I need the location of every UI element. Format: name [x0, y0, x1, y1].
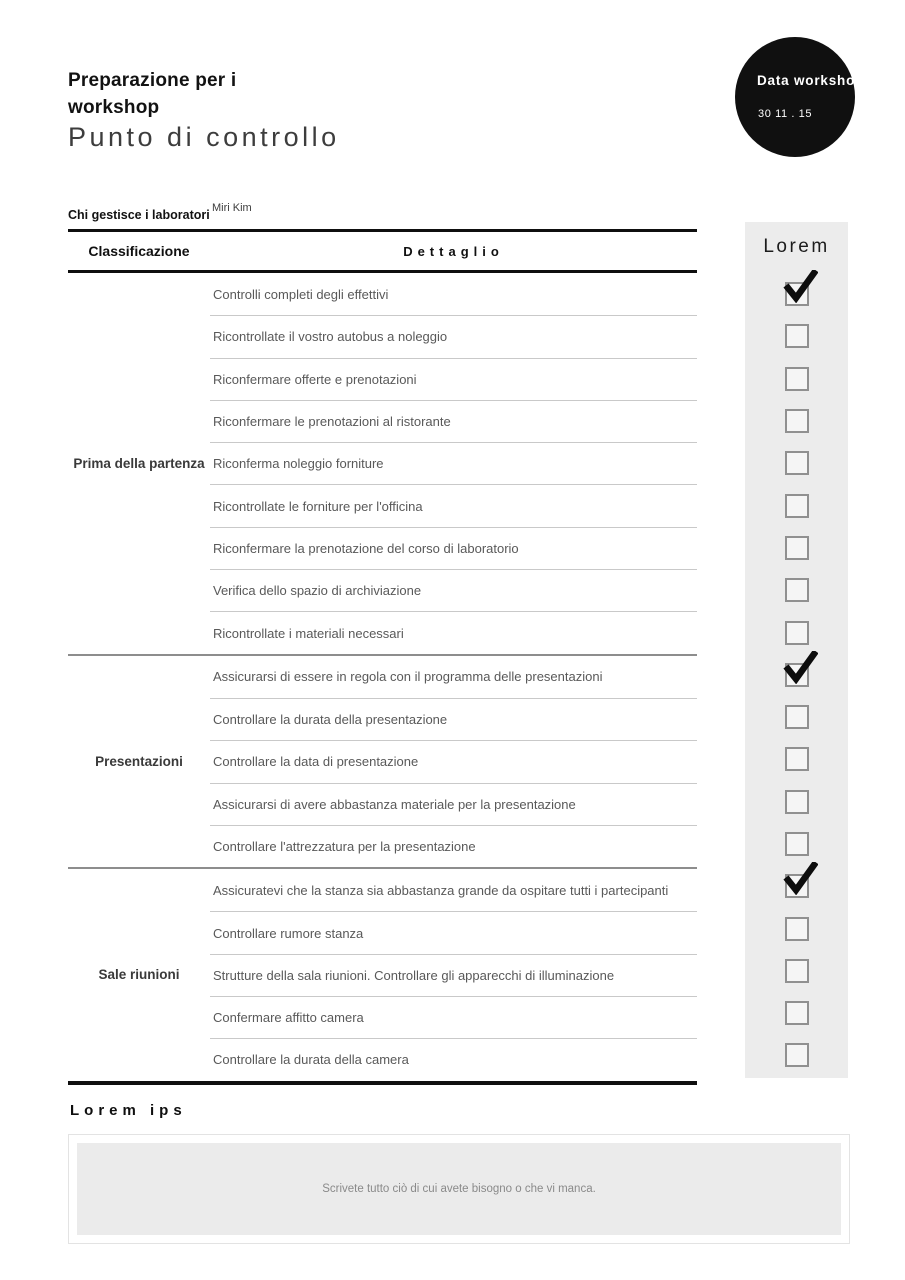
checkbox-cell [745, 358, 848, 400]
checklist-row: Riconfermare le prenotazioni al ristorante [210, 400, 697, 442]
category-label: Sale riunioni [98, 967, 180, 983]
checklist-row: Controllare la durata della camera [210, 1038, 697, 1080]
checkbox-cell [745, 484, 848, 526]
checklist-row: Controllare la data di presentazione [210, 740, 697, 782]
check-column-title: Lorem [763, 236, 830, 257]
checklist-row: Controllare rumore stanza [210, 911, 697, 953]
check-icon [783, 862, 818, 895]
date-badge [735, 37, 865, 157]
checkbox[interactable] [785, 1001, 809, 1025]
checklist-row: Riconfermare offerte e prenotazioni [210, 358, 697, 400]
date-badge-date: 30 11 . 15 [758, 108, 813, 120]
checkbox[interactable] [785, 832, 809, 856]
checkbox-cell [745, 569, 848, 611]
checklist-row: Assicuratevi che la stanza sia abbastanza grande da ospitare tutti i partecipanti [213, 882, 669, 898]
table-sections [68, 273, 697, 1081]
section-items [210, 656, 697, 867]
page-subtitle: Punto di controllo [68, 122, 340, 153]
checkbox[interactable] [785, 409, 809, 433]
section-items [210, 869, 697, 1080]
notes-box[interactable] [68, 1134, 850, 1244]
checklist-row: Assicurarsi di avere abbastanza materiale per la presentazione [210, 783, 697, 825]
checklist-row: Ricontrollate il vostro autobus a noleggio [210, 315, 697, 357]
table-bottom-rule [68, 1081, 697, 1085]
checklist-table [68, 229, 697, 1085]
checkbox[interactable] [785, 451, 809, 475]
checkbox[interactable] [785, 959, 809, 983]
manager-label: Chi gestisce i laboratori [68, 208, 210, 222]
table-section [68, 273, 697, 654]
table-header-row [68, 232, 697, 270]
checkbox-cell [745, 696, 848, 738]
checkbox-cell [745, 738, 848, 780]
page-header [68, 68, 340, 153]
page-title-line1: Preparazione per i [68, 70, 237, 91]
checkbox-cell [745, 315, 848, 357]
page-title-line2: workshop [68, 96, 160, 118]
checkbox[interactable] [785, 917, 809, 941]
checkbox-cell [745, 907, 848, 949]
category-label: Presentazioni [95, 753, 183, 769]
checklist-row: Riconfermare la prenotazione del corso di laboratorio [210, 527, 697, 569]
checklist-row: Controlli completi degli effettivi [213, 286, 389, 302]
checklist-row: Riconferma noleggio forniture [210, 442, 697, 484]
checkbox[interactable] [785, 663, 809, 687]
checkbox[interactable] [785, 367, 809, 391]
checklist-row: Strutture della sala riunioni. Controllare gli apparecchi di illuminazione [210, 954, 697, 996]
section-items [210, 273, 697, 654]
checklist-row: Ricontrollate i materiali necessari [210, 611, 697, 653]
checkbox[interactable] [785, 1043, 809, 1067]
checkbox[interactable] [785, 324, 809, 348]
checklist-row: Assicurarsi di essere in regola con il programma delle presentazioni [213, 669, 603, 685]
checkbox-cell [745, 611, 848, 653]
checkbox[interactable] [785, 790, 809, 814]
checkbox-cell [745, 442, 848, 484]
checkbox-cell [745, 527, 848, 569]
notes-title: Lorem ips [70, 1102, 187, 1119]
notes-placeholder[interactable]: Scrivete tutto ciò di cui avete bisogno o che vi manca. [77, 1143, 841, 1235]
checkbox-cell [745, 823, 848, 865]
checkbox[interactable] [785, 747, 809, 771]
checkbox[interactable] [785, 536, 809, 560]
checkbox-cell [745, 781, 848, 823]
checkbox-cell [745, 992, 848, 1034]
checklist-row: Ricontrollate le forniture per l'officina [210, 484, 697, 526]
column-header-detail: Dettaglio [403, 243, 504, 259]
checkbox-cell [745, 1034, 848, 1076]
date-badge-label: Data workshop [757, 73, 865, 88]
checklist-row: Controllare la durata della presentazione [210, 698, 697, 740]
checkbox-cell [745, 950, 848, 992]
checklist-row: Controllare l'attrezzatura per la presentazione [210, 825, 697, 867]
checkbox[interactable] [785, 494, 809, 518]
checkbox[interactable] [785, 282, 809, 306]
checklist-row: Confermare affitto camera [210, 996, 697, 1038]
checkbox-cell [745, 400, 848, 442]
checkbox-cell [745, 865, 848, 907]
checkbox[interactable] [785, 621, 809, 645]
checkbox-cell [745, 273, 848, 315]
check-icon [783, 651, 818, 684]
table-section [68, 654, 697, 867]
page-title [68, 68, 340, 121]
checkbox[interactable] [785, 705, 809, 729]
checkbox[interactable] [785, 578, 809, 602]
checkbox[interactable] [785, 874, 809, 898]
check-icon [783, 270, 818, 303]
column-header-classification: Classificazione [88, 243, 190, 259]
checkbox-list [745, 273, 848, 1077]
table-section [68, 867, 697, 1080]
manager-name: Miri Kim [212, 202, 252, 214]
checkbox-cell [745, 654, 848, 696]
category-label: Prima della partenza [73, 455, 205, 471]
checklist-row: Verifica dello spazio di archiviazione [210, 569, 697, 611]
check-column-panel [745, 222, 848, 1078]
